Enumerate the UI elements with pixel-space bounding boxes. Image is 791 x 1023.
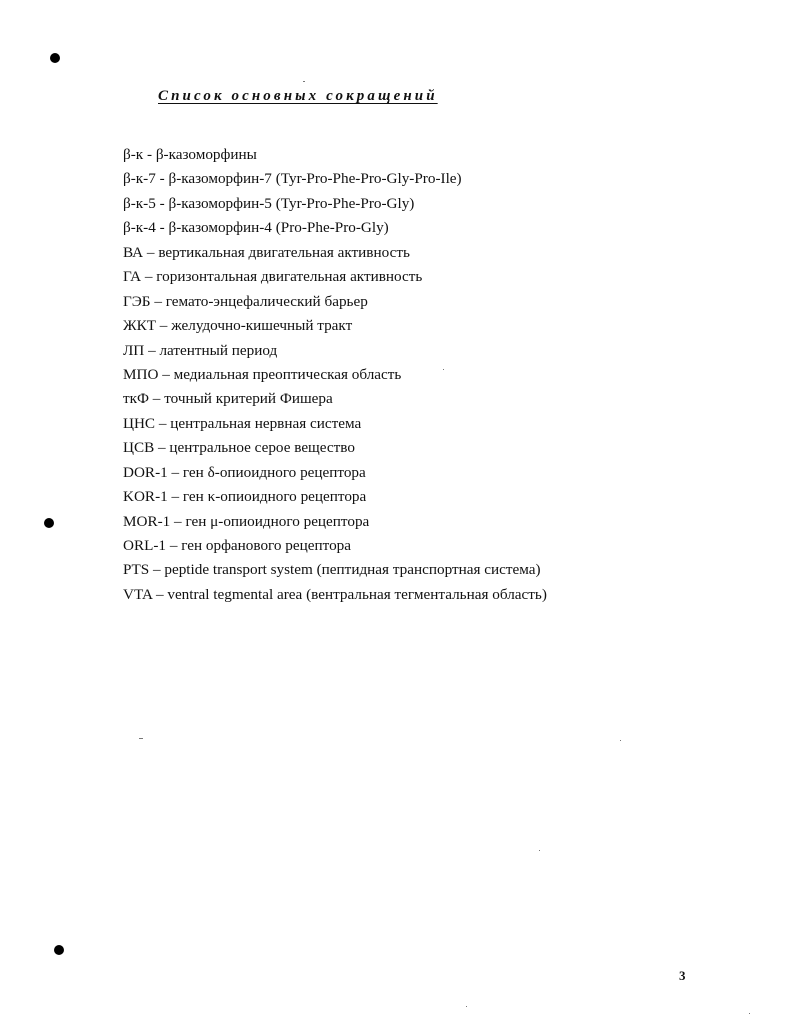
abbreviation-item: ткФ – точный критерий Фишера (123, 390, 333, 408)
abbreviation-item: MOR-1 – ген μ-опиоидного рецептора (123, 512, 370, 530)
abbreviation-item: ЛП – латентный период (123, 341, 278, 359)
abbreviation-item: ВА – вертикальная двигательная активность (123, 243, 410, 261)
abbreviation-item: β-к-5 - β-казоморфин-5 (Tyr-Pro-Phe-Pro-Gly) (123, 194, 415, 212)
abbreviation-item: β-к - β-казоморфины (123, 146, 257, 163)
page-number: 3 (679, 968, 686, 983)
scan-speck (539, 850, 540, 851)
scan-speck (139, 738, 143, 739)
abbreviation-item: β-к-7 - β-казоморфин-7 (Tyr-Pro-Phe-Pro-Gly-Pro-Ile) (123, 170, 462, 188)
abbreviation-item: ЦНС – центральная нервная система (123, 414, 362, 432)
abbreviation-item: DOR-1 – ген δ-опиоидного рецептора (123, 463, 366, 481)
page-title: Список основных сокращений (158, 88, 438, 104)
abbreviation-item: PTS – peptide transport system (пептидная транспортная система) (123, 561, 541, 579)
abbreviation-item: VTA – ventral tegmental area (вентральная тегментальная область) (123, 585, 547, 603)
scan-speck (303, 81, 305, 82)
abbreviation-item: ЖКТ – желудочно-кишечный тракт (123, 317, 353, 335)
abbreviation-item: ГЭБ – гемато-энцефалический барьер (123, 292, 368, 310)
punch-hole-middle (44, 518, 54, 528)
punch-hole-top (50, 53, 60, 63)
abbreviation-item: ГА – горизонтальная двигательная активность (123, 268, 423, 286)
abbreviation-item: β-к-4 - β-казоморфин-4 (Pro-Phe-Pro-Gly) (123, 219, 389, 237)
scan-speck (749, 1013, 750, 1014)
scan-speck (620, 740, 621, 741)
abbreviation-item: МПО – медиальная преоптическая область (123, 365, 402, 383)
punch-hole-bottom (54, 945, 64, 955)
abbreviation-item: ЦСВ – центральное серое вещество (123, 439, 355, 457)
abbreviation-item: KOR-1 – ген κ-опиоидного рецептора (123, 488, 367, 506)
scan-speck (466, 1006, 467, 1007)
abbreviation-item: ORL-1 – ген орфанового рецептора (123, 537, 351, 554)
abbreviation-list (123, 143, 547, 607)
